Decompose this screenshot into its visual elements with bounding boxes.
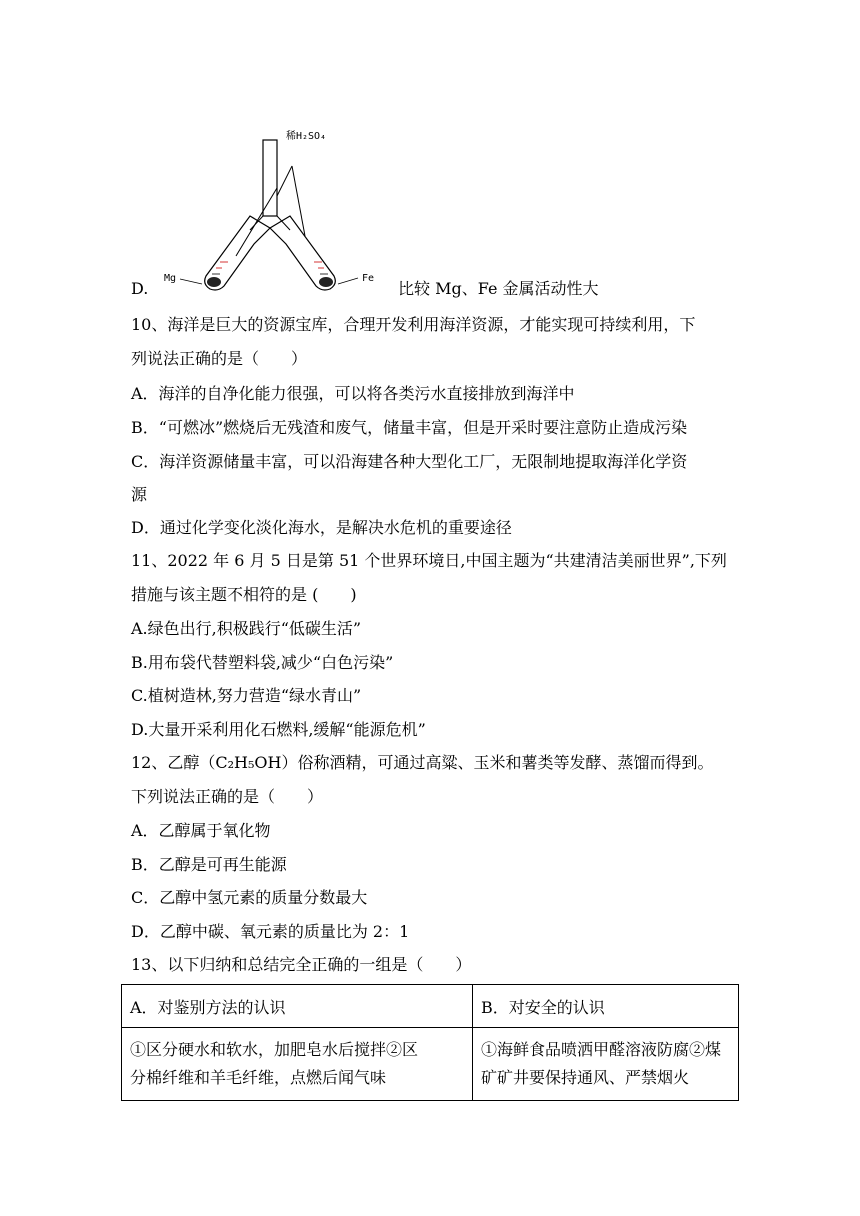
q10-stem-line1: 10、海洋是巨大的资源宝库，合理开发利用海洋资源，才能实现可持续利用，下 (131, 315, 696, 334)
q13-stem: 13、以下归纳和总结完全正确的一组是（ ） (131, 955, 472, 974)
q11-stem-line2: 措施与该主题不相符的是 ( ) (131, 585, 357, 604)
q9-option-d-text: 比较 Mg、Fe 金属活动性大 (398, 279, 599, 298)
q11-option-b: B.用布袋代替塑料袋,减少“白色污染” (131, 653, 394, 672)
mg-label: Mg (164, 273, 177, 284)
q10-option-d: D．通过化学变化淡化海水，是解决水危机的重要途径 (131, 518, 512, 537)
cell-b-line1: ①海鲜食品喷洒甲醛溶液防腐②煤 (481, 1040, 722, 1059)
q12-option-a: A．乙醇属于氧化物 (131, 821, 271, 840)
q10-option-c-line2: 源 (131, 485, 148, 504)
cell-a-line2: 分棉纤维和羊毛纤维，点燃后闻气味 (130, 1068, 387, 1087)
q10-stem-line2: 列说法正确的是（ ） (131, 349, 308, 368)
y-tube-apparatus-figure (150, 126, 390, 306)
q11-option-c: C.植树造林,努力营造“绿水青山” (131, 686, 362, 705)
q11-stem-line1: 11、2022 年 6 月 5 日是第 51 个世界环境日,中国主题为“共建清洁美丽世界”,下列 (131, 551, 727, 570)
cell-a-line1: ①区分硬水和软水，加肥皂水后搅拌②区 (130, 1040, 419, 1059)
table-cell-a-body (122, 1028, 473, 1101)
table-row (122, 1028, 739, 1101)
q10-option-b: B．“可燃冰”燃烧后无残渣和废气，储量丰富，但是开采时要注意防止造成污染 (131, 418, 688, 437)
q12-stem-line2: 下列说法正确的是（ ） (131, 787, 324, 806)
q12-stem-line1: 12、乙醇（C₂H₅OH）俗称酒精，可通过高粱、玉米和薯类等发酵、蒸馏而得到。 (131, 753, 714, 772)
fe-label: Fe (362, 273, 375, 284)
table-cell-b-body (473, 1028, 739, 1101)
table-cell-b-header: B．对安全的认识 (473, 985, 739, 1028)
q9-option-d-prefix: D. (131, 279, 149, 298)
table-row (122, 985, 739, 1028)
q12-option-b: B．乙醇是可再生能源 (131, 855, 287, 874)
table-cell-a-header: A．对鉴别方法的认识 (122, 985, 473, 1028)
q10-option-c-line1: C．海洋资源储量丰富，可以沿海建各种大型化工厂，无限制地提取海洋化学资 (131, 452, 688, 471)
cell-b-line2: 矿矿井要保持通风、严禁烟火 (481, 1068, 690, 1087)
q11-option-d: D.大量开采利用化石燃料,缓解“能源危机” (131, 720, 426, 739)
acid-label: 稀H₂SO₄ (286, 131, 327, 142)
fe-metal-sample (319, 277, 333, 287)
q12-option-d: D．乙醇中碳、氧元素的质量比为 2：1 (131, 922, 410, 941)
mg-metal-sample (207, 277, 221, 287)
q11-option-a: A.绿色出行,积极践行“低碳生活” (131, 619, 362, 638)
q13-summary-table (121, 984, 739, 1101)
q10-option-a: A．海洋的自净化能力很强，可以将各类污水直接排放到海洋中 (131, 384, 575, 403)
q12-option-c: C．乙醇中氢元素的质量分数最大 (131, 888, 368, 907)
